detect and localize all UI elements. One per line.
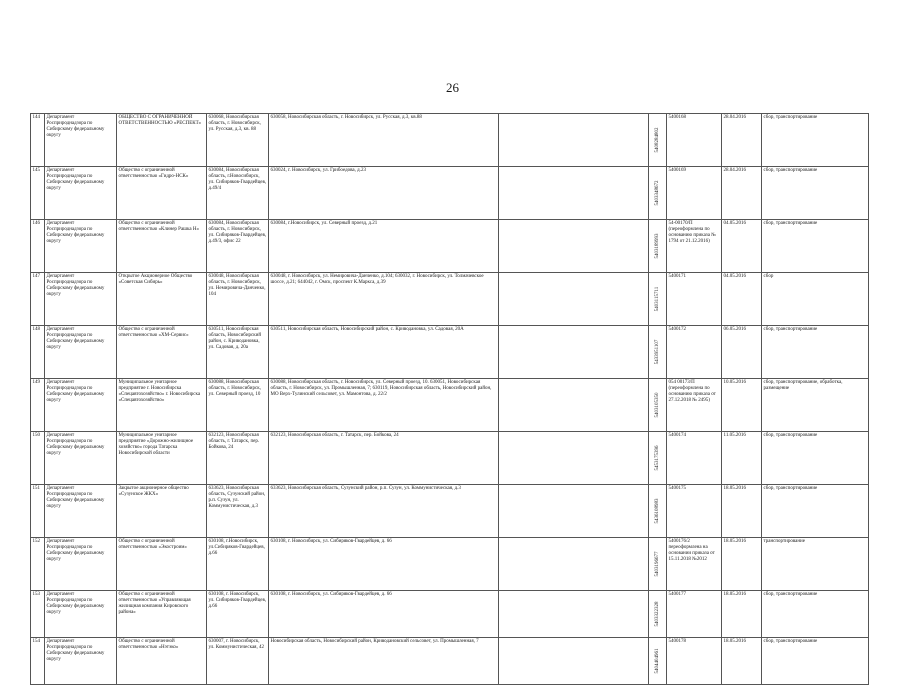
legal-address-cell: 633623, Новосибирская область, Сузунский район, р.п. Сузун, ул. Коммунистическая, д.3	[207, 485, 269, 538]
activity-address-cell: 632123, Новосибирская область, г. Татарск, пер. Бойкова, 24	[269, 432, 499, 485]
blank-cell	[499, 167, 649, 220]
inn-vertical-text: 5403115711	[654, 286, 660, 312]
inn-vertical-text: 5433951107	[654, 339, 660, 365]
license-number-cell: 5400168	[667, 114, 722, 167]
activity-address-cell: 630084, г.Новосибирск, ул. Северный проезд, д.21	[269, 220, 499, 273]
organization-name-cell: Открытое Акционерное Общество «Советская Сибирь»	[117, 273, 207, 326]
legal-address-cell: 630048, Новосибирская область, г. Новосибирск, ул. Немировича-Данченко, 104	[207, 273, 269, 326]
activity-address-cell: Новосибирская область, Новосибирский район, Криводановский сельсовет, ул. Промышленная, 7	[269, 638, 499, 685]
department-cell: Департамент Росприроднадзора по Сибирскому федеральному округу	[45, 591, 117, 638]
activity-type-cell: сбор, транспортирование	[762, 485, 869, 538]
license-number-cell: 5400169	[667, 167, 722, 220]
row-number: 145	[31, 167, 45, 220]
table-row	[31, 485, 869, 538]
table-body	[31, 114, 869, 685]
inn-cell	[649, 538, 667, 591]
organization-name-cell: Муниципальное унитарное предприятие «Дорожно-жилищное хозяйство» города Татарска Новосибирской области	[117, 432, 207, 485]
table-row	[31, 167, 869, 220]
row-number: 147	[31, 273, 45, 326]
activity-type-cell: сбор, транспортирование	[762, 326, 869, 379]
blank-cell	[499, 591, 649, 638]
row-number: 144	[31, 114, 45, 167]
department-cell: Департамент Росприроднадзора по Сибирскому федеральному округу	[45, 326, 117, 379]
blank-cell	[499, 220, 649, 273]
inn-vertical-text: 5436108983	[654, 498, 660, 524]
department-cell: Департамент Росприроднадзора по Сибирскому федеральному округу	[45, 167, 117, 220]
blank-cell	[499, 485, 649, 538]
blank-cell	[499, 273, 649, 326]
legal-address-cell: 630108, г. Новосибирск, ул. Сибиряков-Гвардейцев, д.66	[207, 591, 269, 638]
license-date-cell: 18.05.2016	[722, 591, 762, 638]
blank-cell	[499, 379, 649, 432]
table-row	[31, 379, 869, 432]
blank-cell	[499, 638, 649, 685]
license-date-cell: 18.05.2016	[722, 485, 762, 538]
license-number-cell: 5400175	[667, 485, 722, 538]
organization-name-cell: Общество с ограниченной ответственностью «Гидро-НСК»	[117, 167, 207, 220]
activity-type-cell: сбор, транспортирование	[762, 220, 869, 273]
organization-name-cell: Общество с ограниченной ответственностью «Управляющая жилищная компания Кировского района»	[117, 591, 207, 638]
row-number: 148	[31, 326, 45, 379]
legal-address-cell: 630108, г.Новосибирск, ул.Сибиряков-Гвардейцев, д.66	[207, 538, 269, 591]
inn-cell	[649, 220, 667, 273]
activity-type-cell: сбор, транспортирование	[762, 638, 869, 685]
license-date-cell: 28.04.2016	[722, 114, 762, 167]
activity-type-cell: транспортирование	[762, 538, 869, 591]
blank-cell	[499, 432, 649, 485]
blank-cell	[499, 326, 649, 379]
organization-name-cell: Муниципальное унитарное предприятие г. Новосибирска «Спецавтохозяйство» г. Новосибирска «Спецавтохозяйство»	[117, 379, 207, 432]
table-row	[31, 591, 869, 638]
inn-vertical-text: 5403105350	[654, 392, 660, 418]
row-number: 151	[31, 485, 45, 538]
blank-cell	[499, 538, 649, 591]
legal-address-cell: 630511, Новосибирская область, Новосибирский район, с. Криводановка, ул. Садовая, д. 20а	[207, 326, 269, 379]
license-registry-table	[30, 113, 869, 685]
legal-address-cell: 630007, г. Новосибирск, ул. Коммунистическая, 42	[207, 638, 269, 685]
row-number: 152	[31, 538, 45, 591]
activity-type-cell: сбор, транспортирование, обработка, размещение	[762, 379, 869, 432]
inn-vertical-text: 5403348672	[654, 180, 660, 206]
inn-cell	[649, 167, 667, 220]
activity-address-cell: 630048, г. Новосибирск, ул. Немировича-Данченко, д.104; 630032, г. Новосибирск, ул. Толмачевское шоссе, д.21; 644042, г. Омск, проспект К.Маркса, д.39	[269, 273, 499, 326]
department-cell: Департамент Росприроднадзора по Сибирскому федеральному округу	[45, 273, 117, 326]
department-cell: Департамент Росприроднадзора по Сибирскому федеральному округу	[45, 638, 117, 685]
license-number-cell: 5400178	[667, 638, 722, 685]
inn-vertical-text: 5403322328	[654, 601, 660, 627]
activity-address-cell: 630108, г. Новосибирск, ул. Сибиряков-Гвардейцев, д. 66	[269, 591, 499, 638]
license-date-cell: 10.05.2016	[722, 379, 762, 432]
table-row	[31, 638, 869, 685]
activity-type-cell: сбор	[762, 273, 869, 326]
license-date-cell: 04.05.2016	[722, 220, 762, 273]
row-number: 149	[31, 379, 45, 432]
inn-cell	[649, 638, 667, 685]
department-cell: Департамент Росприроднадзора по Сибирскому федеральному округу	[45, 379, 117, 432]
license-date-cell: 18.05.2016	[722, 638, 762, 685]
inn-cell	[649, 485, 667, 538]
page-number: 26	[446, 80, 459, 95]
activity-address-cell: 633623, Новосибирская область, Сузунский район, р.п. Сузун, ул. Коммунистическая, д.3	[269, 485, 499, 538]
table-row	[31, 114, 869, 167]
department-cell: Департамент Росприроднадзора по Сибирскому федеральному округу	[45, 432, 117, 485]
blank-cell	[499, 114, 649, 167]
legal-address-cell: 630084, Новосибирская область, г. Новосибирск, ул. Сибиряков-Гвардейцев, д.49/3, офис 22	[207, 220, 269, 273]
license-number-cell: 054 00173/П (переоформлена по основанию приказа от 27.12.2018 № 2495)	[667, 379, 722, 432]
inn-vertical-text: 5404404961	[654, 648, 660, 674]
activity-address-cell: 630108, г. Новосибирск, ул. Сибиряков-Гвардейцев, д. 66	[269, 538, 499, 591]
activity-address-cell: 630088, Новосибирская область, г. Новосибирск, ул. Северный проезд, 10. 630051, Новосибирская область, г. Новосибирск, ул. Промышленная, 7; 630119, Новосибирская область, Новосибирский район, МО Верх-Тулинский сельсовет, ул. Мамонтова, д. 22/2	[269, 379, 499, 432]
legal-address-cell: 630068, Новосибирская область, г. Новосибирск, ул. Русская, д.3, кв. 88	[207, 114, 269, 167]
activity-address-cell: 630058, Новосибирская область, г. Новосибирск, ул. Русская, д.3, кв.88	[269, 114, 499, 167]
license-number-cell: 5400174	[667, 432, 722, 485]
row-number: 146	[31, 220, 45, 273]
table-row	[31, 273, 869, 326]
inn-cell	[649, 114, 667, 167]
table-row	[31, 432, 869, 485]
department-cell: Департамент Росприроднадзора по Сибирскому федеральному округу	[45, 220, 117, 273]
legal-address-cell: 632123, Новосибирская область, г. Татарск, пер. Бойкова, 24	[207, 432, 269, 485]
license-date-cell: 18.05.2016	[722, 538, 762, 591]
license-number-cell: 5400177	[667, 591, 722, 638]
license-number-cell: 5400171	[667, 273, 722, 326]
inn-vertical-text: 5403196677	[654, 551, 660, 577]
department-cell: Департамент Росприроднадзора по Сибирскому федеральному округу	[45, 538, 117, 591]
activity-address-cell: 630511, Новосибирская область, Новосибирский район, с. Криводановка, ул. Садовая, 20А	[269, 326, 499, 379]
license-date-cell: 06.05.2016	[722, 326, 762, 379]
license-number-cell: 54-00170/П (переоформлена по основанию приказа № 1794 от 21.12.2016)	[667, 220, 722, 273]
license-date-cell: 11.05.2016	[722, 432, 762, 485]
legal-address-cell: 630088, Новосибирская область, г. Новосибирск, ул. Северный проезд, 10	[207, 379, 269, 432]
license-number-cell: 5400172	[667, 326, 722, 379]
activity-type-cell: сбор, транспортирование	[762, 432, 869, 485]
inn-cell	[649, 379, 667, 432]
inn-cell	[649, 273, 667, 326]
inn-cell	[649, 326, 667, 379]
department-cell: Департамент Росприроднадзора по Сибирскому федеральному округу	[45, 114, 117, 167]
table-row	[31, 220, 869, 273]
organization-name-cell: Общество с ограниченной ответственностью «Экостроим»	[117, 538, 207, 591]
activity-type-cell: сбор, транспортирование	[762, 167, 869, 220]
license-date-cell: 04.05.2016	[722, 273, 762, 326]
inn-vertical-text: 5403189993	[654, 233, 660, 259]
organization-name-cell: ОБЩЕСТВО С ОГРАНИЧЕННОЙ ОТВЕТСТВЕННОСТЬЮ «РЕСПЕКТ»	[117, 114, 207, 167]
activity-type-cell: сбор, транспортирование	[762, 591, 869, 638]
table-row	[31, 538, 869, 591]
legal-address-cell: 630084, Новосибирская область, г.Новосибирск, ул. Сибиряков-Гвардейцев, д.49/4	[207, 167, 269, 220]
row-number: 150	[31, 432, 45, 485]
organization-name-cell: Общество с ограниченной ответственностью «ХМ-Сервис»	[117, 326, 207, 379]
row-number: 153	[31, 591, 45, 638]
organization-name-cell: Общество с ограниченной ответственностью «Клинер Рашка Н»	[117, 220, 207, 273]
activity-type-cell: сбор, транспортирование	[762, 114, 869, 167]
table-row	[31, 326, 869, 379]
row-number: 154	[31, 638, 45, 685]
inn-vertical-text: 5453175396	[654, 445, 660, 471]
inn-vertical-text: 5408284802	[654, 127, 660, 153]
license-number-cell: 5400176/2 переоформлена на основании приказа от 15.11.2018 №2012	[667, 538, 722, 591]
license-date-cell: 28.04.2016	[722, 167, 762, 220]
inn-cell	[649, 432, 667, 485]
activity-address-cell: 630024, г. Новосибирск, ул. Грибоедова, д.23	[269, 167, 499, 220]
inn-cell	[649, 591, 667, 638]
organization-name-cell: Закрытое акционерное общество «Сузунское ЖКХ»	[117, 485, 207, 538]
organization-name-cell: Общество с ограниченной ответственностью «Нэтэко»	[117, 638, 207, 685]
department-cell: Департамент Росприроднадзора по Сибирскому федеральному округу	[45, 485, 117, 538]
